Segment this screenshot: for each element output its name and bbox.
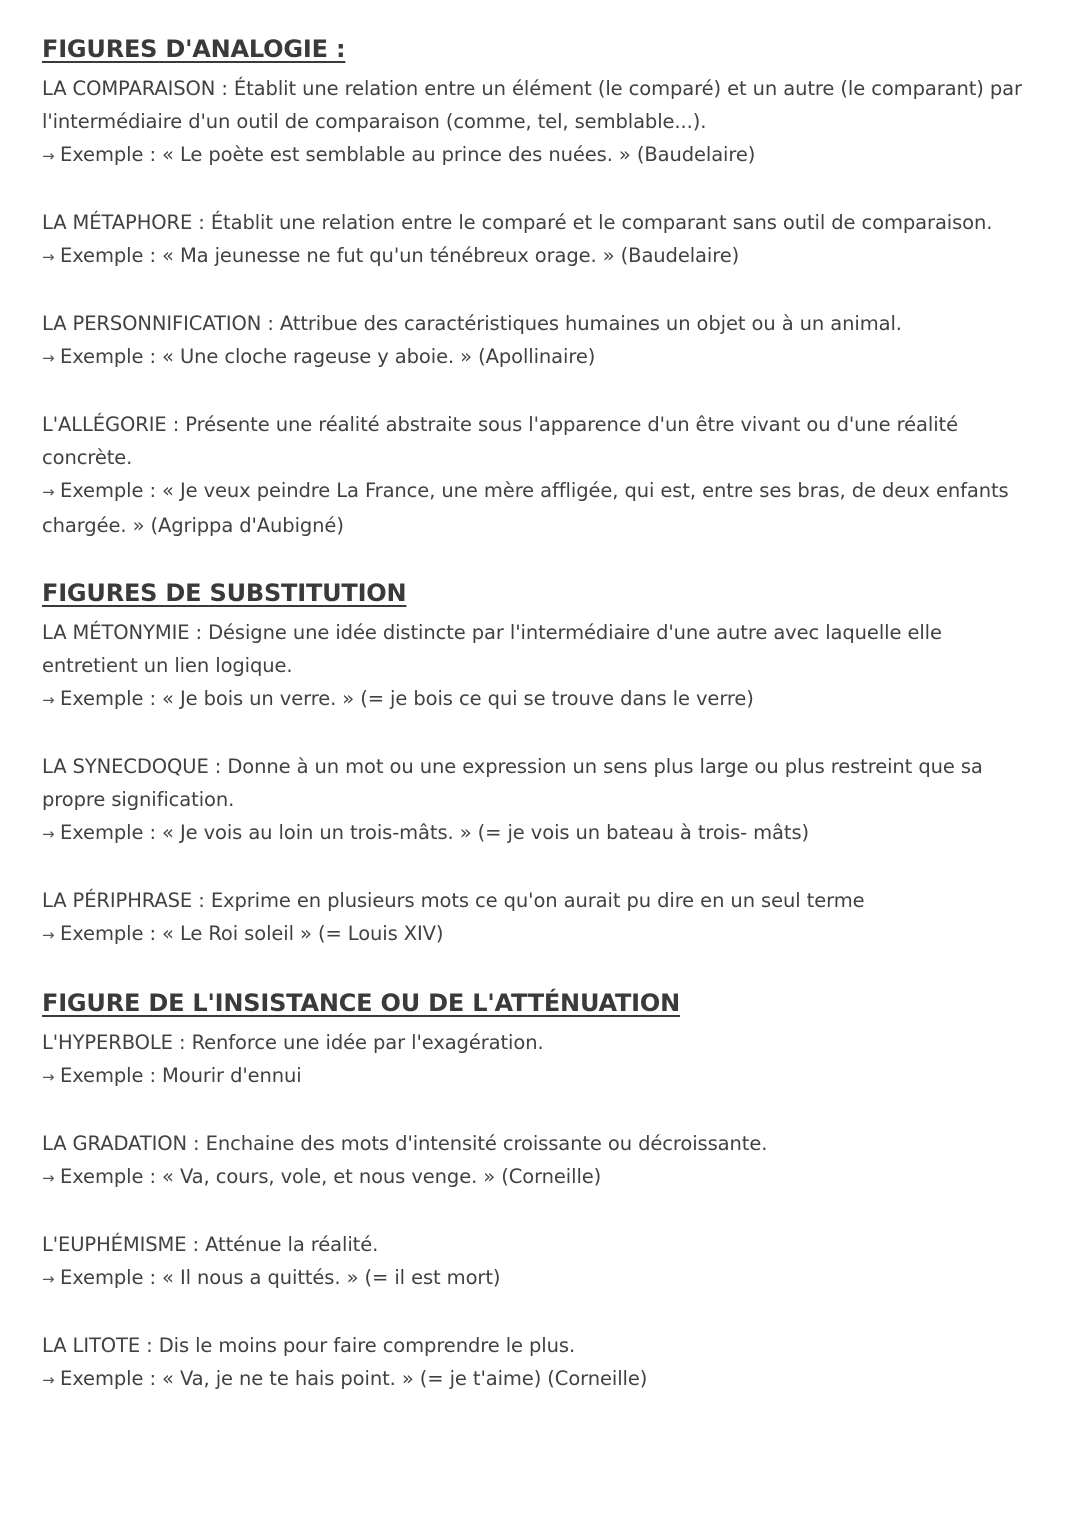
- section-title: FIGURE DE L'INSISTANCE OU DE L'ATTÉNUATION: [42, 989, 680, 1017]
- arrow-right-icon: →: [42, 1270, 55, 1288]
- figure-periphrase: [42, 884, 1040, 952]
- arrow-right-icon: →: [42, 1371, 55, 1389]
- figure-synecdoque: [42, 750, 1040, 851]
- figure-definition: L'HYPERBOLE : Renforce une idée par l'exagération.: [42, 1031, 544, 1054]
- figure-example: Exemple : « Le Roi soleil » (= Louis XIV): [60, 922, 444, 945]
- arrow-right-icon: →: [42, 349, 55, 367]
- figure-definition: L'ALLÉGORIE : Présente une réalité abstraite sous l'apparence d'un être vivant ou d'une réalité concrète.: [42, 413, 958, 469]
- figure-example: Exemple : « Il nous a quittés. » (= il est mort): [60, 1266, 501, 1289]
- figure-metonymie: [42, 616, 1040, 717]
- arrow-right-icon: →: [42, 248, 55, 266]
- figure-personnification: [42, 307, 1040, 375]
- figure-allegorie: [42, 408, 1040, 542]
- figure-example-line: [42, 816, 1040, 851]
- figure-example-line: [42, 138, 1040, 173]
- figure-example: Exemple : « Le poète est semblable au prince des nuées. » (Baudelaire): [60, 143, 756, 166]
- figure-example-line: [42, 474, 1040, 542]
- figure-definition: L'EUPHÉMISME : Atténue la réalité.: [42, 1233, 379, 1256]
- figure-definition: LA MÉTAPHORE : Établit une relation entre le comparé et le comparant sans outil de comparaison.: [42, 211, 993, 234]
- figure-example-line: [42, 917, 1040, 952]
- figure-euphemisme: [42, 1228, 1040, 1296]
- section-figures-analogie: [42, 32, 1040, 542]
- figure-definition: LA COMPARAISON : Établit une relation entre un élément (le comparé) et un autre (le comparant) par l'intermédiaire d'un outil de comparaison (comme, tel, semblable...).: [42, 77, 1022, 133]
- figure-example-line: [42, 1362, 1040, 1397]
- figure-example-line: [42, 682, 1040, 717]
- figure-example: Exemple : « Ma jeunesse ne fut qu'un ténébreux orage. » (Baudelaire): [60, 244, 740, 267]
- figure-hyperbole: [42, 1026, 1040, 1094]
- figure-example: Exemple : Mourir d'ennui: [60, 1064, 302, 1087]
- arrow-right-icon: →: [42, 825, 55, 843]
- figure-example-line: [42, 340, 1040, 375]
- arrow-right-icon: →: [42, 1169, 55, 1187]
- section-title: FIGURES D'ANALOGIE :: [42, 35, 346, 63]
- section-figures-substitution: [42, 576, 1040, 952]
- figure-definition: LA SYNECDOQUE : Donne à un mot ou une expression un sens plus large ou plus restreint que sa propre signification.: [42, 755, 983, 811]
- figure-example: Exemple : « Va, je ne te hais point. » (= je t'aime) (Corneille): [60, 1367, 648, 1390]
- figure-definition: LA PERSONNIFICATION : Attribue des caractéristiques humaines un objet ou à un animal.: [42, 312, 902, 335]
- figure-definition: LA PÉRIPHRASE : Exprime en plusieurs mots ce qu'on aurait pu dire en un seul terme: [42, 889, 865, 912]
- figure-example: Exemple : « Je bois un verre. » (= je bois ce qui se trouve dans le verre): [60, 687, 754, 710]
- figure-example-line: [42, 1261, 1040, 1296]
- arrow-right-icon: →: [42, 1068, 55, 1086]
- arrow-right-icon: →: [42, 483, 55, 501]
- section-title: FIGURES DE SUBSTITUTION: [42, 579, 407, 607]
- arrow-right-icon: →: [42, 691, 55, 709]
- figure-example: Exemple : « Une cloche rageuse y aboie. » (Apollinaire): [60, 345, 596, 368]
- figure-gradation: [42, 1127, 1040, 1195]
- figure-metaphore: [42, 206, 1040, 274]
- figure-litote: [42, 1329, 1040, 1397]
- figure-example: Exemple : « Je vois au loin un trois-mâts. » (= je vois un bateau à trois- mâts): [60, 821, 810, 844]
- figure-definition: LA LITOTE : Dis le moins pour faire comprendre le plus.: [42, 1334, 576, 1357]
- figure-comparaison: [42, 72, 1040, 173]
- figure-definition: LA MÉTONYMIE : Désigne une idée distincte par l'intermédiaire d'une autre avec laquelle elle entretient un lien logique.: [42, 621, 942, 677]
- figure-example-line: [42, 239, 1040, 274]
- arrow-right-icon: →: [42, 147, 55, 165]
- arrow-right-icon: →: [42, 926, 55, 944]
- figure-example: Exemple : « Va, cours, vole, et nous venge. » (Corneille): [60, 1165, 602, 1188]
- figure-definition: LA GRADATION : Enchaine des mots d'intensité croissante ou décroissante.: [42, 1132, 768, 1155]
- figure-example-line: [42, 1059, 1040, 1094]
- figure-example: Exemple : « Je veux peindre La France, une mère affligée, qui est, entre ses bras, de deux enfants chargée. » (Agrippa d'Aubigné): [42, 479, 1009, 537]
- section-figure-insistance-attenuation: [42, 986, 1040, 1397]
- figure-example-line: [42, 1160, 1040, 1195]
